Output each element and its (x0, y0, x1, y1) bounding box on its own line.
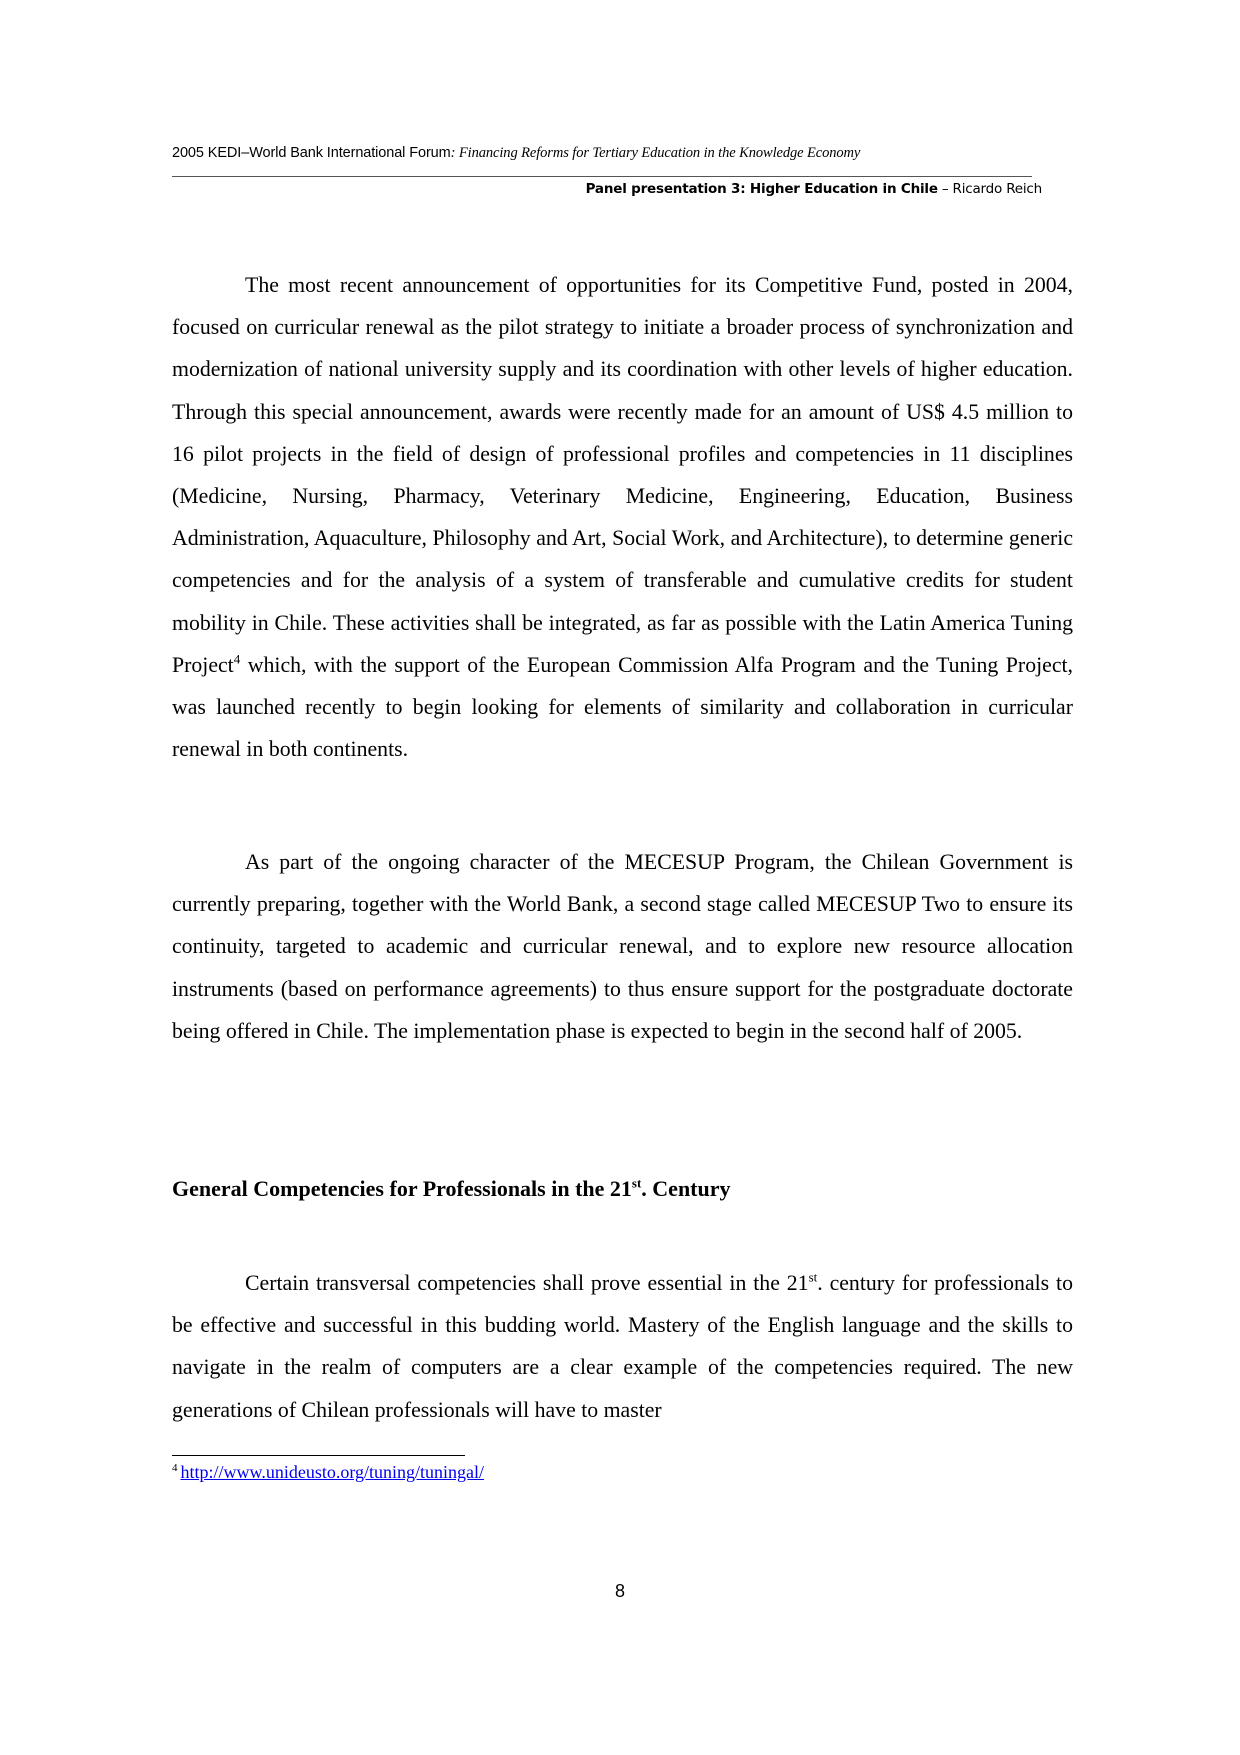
paragraph-competitive-fund (172, 264, 1073, 770)
forum-subtitle: Financing Reforms for Tertiary Education in the Knowledge Economy (458, 145, 861, 161)
paragraph-text: As part of the ongoing character of the MECESUP Program, the Chilean Government is currently preparing, together with the World Bank, a second stage called MECESUP Two to ensure its continuity, targeted to academic and curricular renewal, and to explore new resource allocation instruments (based on performance agreements) to thus ensure support for the postgraduate doctorate being offered in Chile. The implementation phase is expected to begin in the second half of 2005. (172, 850, 1073, 1043)
footnote (172, 1462, 484, 1483)
page-number: 8 (614, 1581, 625, 1601)
paragraph-text: The most recent announcement of opportunities for its Competitive Fund, posted in 2004, focused on curricular renewal as the pilot strategy to initiate a broader process of synchronization and modernization of national university supply and its coordination with other levels of higher education. Through this special announcement, awards were recently made for an amount of US$ 4.5 million to 16 pilot projects in the field of design of professional profiles and competencies in 11 disciplines (Medicine, Nursing, Pharmacy, Veterinary Medicine, Engineering, Education, Business Administration, Aquaculture, Philosophy and Art, Social Work, and Architecture), to determine generic competencies and for the analysis of a system of transferable and cumulative credits for student mobility in Chile. These activities shall be integrated, as far as possible with the Latin America Tuning Project (172, 273, 1073, 677)
footnote-link[interactable]: http://www.unideusto.org/tuning/tuningal/ (180, 1462, 484, 1482)
paragraph-competencies (172, 1262, 1073, 1431)
heading-superscript: st (631, 1175, 642, 1191)
running-header-forum (172, 145, 1072, 162)
panel-author: – Ricardo Reich (937, 181, 1042, 197)
forum-name: 2005 KEDI–World Bank International Forum (172, 145, 451, 161)
paragraph-text: Certain transversal competencies shall prove essential in the 21 (245, 1271, 809, 1295)
section-heading (172, 1176, 731, 1202)
heading-text: General Competencies for Professionals in the 21 (172, 1176, 632, 1201)
header-rule (172, 176, 1032, 177)
heading-text-end: . Century (641, 1176, 731, 1201)
ordinal-superscript: st (808, 1269, 818, 1285)
footnote-reference[interactable]: 4 (233, 651, 241, 667)
paragraph-text: which, with the support of the European Commission Alfa Program and the Tuning Project, was launched recently to begin looking for elements of similarity and collaboration in curricular renewal in both continents. (172, 652, 1073, 762)
paragraph-mecesup (172, 841, 1073, 1052)
footnote-number: 4 (172, 1462, 178, 1474)
paragraph-text: . century for professionals to be effective and successful in this budding world. Mastery of the English language and the skills to navigate in the realm of computers are a clear example of the competencies required. The new generations of Chilean professionals will have to master (172, 1271, 1073, 1422)
header-separator: : (450, 145, 459, 161)
panel-title: Panel presentation 3: Higher Education in Chile (585, 181, 938, 197)
running-header-panel (586, 181, 1042, 197)
footnote-separator (172, 1455, 465, 1456)
